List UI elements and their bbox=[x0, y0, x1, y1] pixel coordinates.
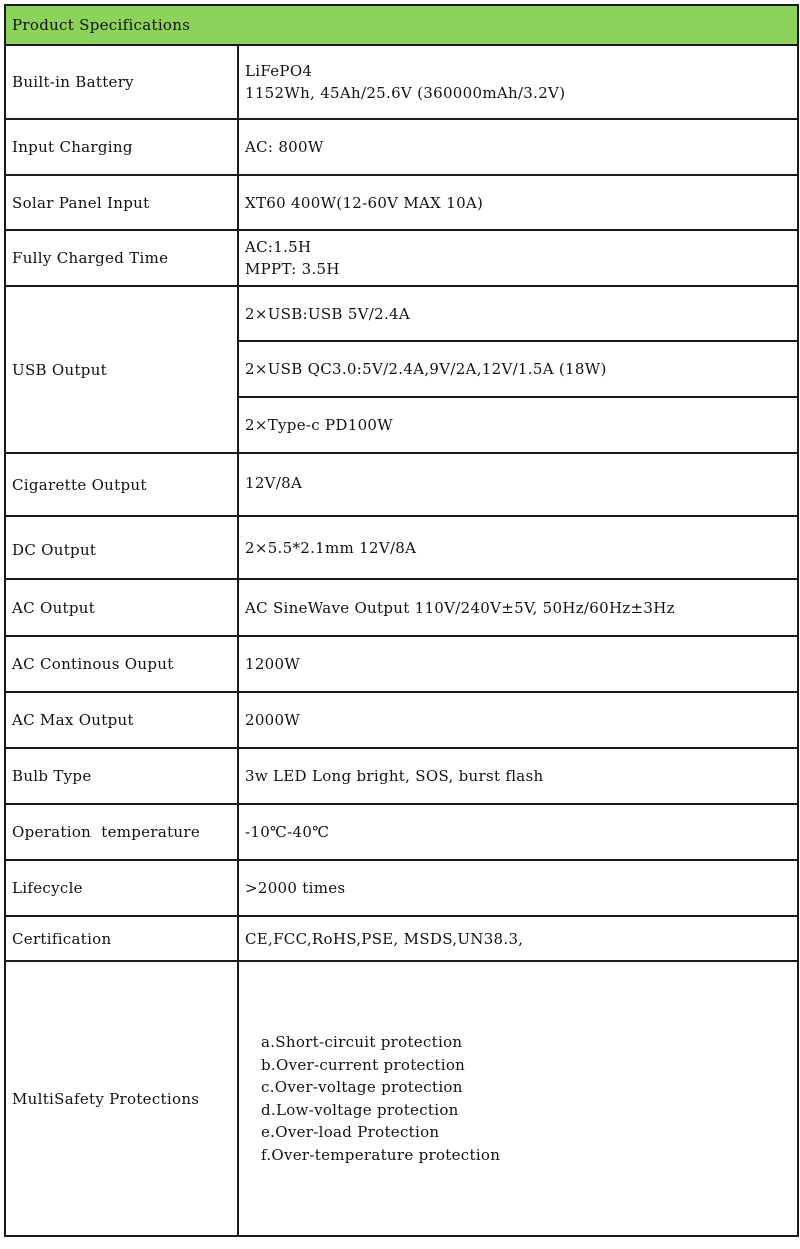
list-item: e.Over-load Protection bbox=[261, 1123, 440, 1141]
spec-value: AC: 800W bbox=[238, 119, 798, 175]
spec-value: 2×USB QC3.0:5V/2.4A,9V/2A,12V/1.5A (18W) bbox=[238, 341, 798, 397]
spec-value: 2×USB:USB 5V/2.4A bbox=[238, 286, 798, 341]
spec-value: CE,FCC,RoHS,PSE, MSDS,UN38.3, bbox=[238, 916, 798, 961]
spec-label: Solar Panel Input bbox=[5, 175, 238, 230]
list-item: d.Low-voltage protection bbox=[261, 1100, 459, 1119]
protections-list bbox=[245, 1031, 797, 1166]
list-item: f.Over-temperature protection bbox=[261, 1145, 501, 1164]
table-title: Product Specifications bbox=[5, 5, 798, 45]
spec-row-certification bbox=[5, 916, 798, 961]
spec-value bbox=[238, 961, 798, 1236]
spec-label: Cigarette Output bbox=[5, 453, 238, 516]
spec-value: XT60 400W(12-60V MAX 10A) bbox=[238, 175, 798, 230]
list-item: a.Short-circuit protection bbox=[261, 1033, 463, 1051]
spec-row-bulb-type bbox=[5, 748, 798, 804]
spec-label: AC Max Output bbox=[5, 692, 238, 748]
product-specifications-table bbox=[4, 4, 799, 1237]
list-item: c.Over-voltage protection bbox=[261, 1078, 463, 1096]
spec-row-operation-temp bbox=[5, 804, 798, 860]
spec-label: Certification bbox=[5, 916, 238, 961]
spec-row-ac-max bbox=[5, 692, 798, 748]
spec-row-dc-output bbox=[5, 516, 798, 579]
spec-value: 2×Type-c PD100W bbox=[238, 397, 798, 453]
spec-label: MultiSafety Protections bbox=[5, 961, 238, 1236]
spec-row-input-charging bbox=[5, 119, 798, 175]
spec-row-cigarette-output bbox=[5, 453, 798, 516]
spec-label: Input Charging bbox=[5, 119, 238, 175]
spec-value: >2000 times bbox=[238, 860, 798, 916]
spec-value: 12V/8A bbox=[238, 453, 798, 516]
spec-row-battery bbox=[5, 45, 798, 119]
spec-value: 2×5.5*2.1mm 12V/8A bbox=[238, 516, 798, 579]
battery-chemistry: LiFePO4 bbox=[245, 62, 313, 80]
charge-time-mppt: MPPT: 3.5H bbox=[245, 260, 340, 278]
spec-label: DC Output bbox=[5, 516, 238, 579]
charge-time-ac: AC:1.5H bbox=[245, 238, 312, 256]
spec-value bbox=[238, 45, 798, 119]
table-header-row bbox=[5, 5, 798, 45]
list-item: b.Over-current protection bbox=[261, 1055, 466, 1074]
spec-value: AC SineWave Output 110V/240V±5V, 50Hz/60Hz±3Hz bbox=[238, 579, 798, 636]
spec-row-usb-output bbox=[5, 286, 798, 341]
spec-label: USB Output bbox=[5, 286, 238, 453]
spec-label: Bulb Type bbox=[5, 748, 238, 804]
spec-row-charged-time bbox=[5, 230, 798, 286]
spec-value: 2000W bbox=[238, 692, 798, 748]
spec-label: Lifecycle bbox=[5, 860, 238, 916]
spec-value bbox=[238, 230, 798, 286]
spec-row-lifecycle bbox=[5, 860, 798, 916]
spec-value: 1200W bbox=[238, 636, 798, 692]
spec-label: AC Continous Ouput bbox=[5, 636, 238, 692]
spec-row-ac-continuous bbox=[5, 636, 798, 692]
battery-capacity: 1152Wh, 45Ah/25.6V (360000mAh/3.2V) bbox=[245, 84, 566, 102]
spec-label: Fully Charged Time bbox=[5, 230, 238, 286]
spec-label: Operation temperature bbox=[5, 804, 238, 860]
spec-row-protections bbox=[5, 961, 798, 1236]
spec-row-ac-output bbox=[5, 579, 798, 636]
spec-label: Built-in Battery bbox=[5, 45, 238, 119]
spec-label: AC Output bbox=[5, 579, 238, 636]
spec-value: 3w LED Long bright, SOS, burst flash bbox=[238, 748, 798, 804]
spec-value: -10℃-40℃ bbox=[238, 804, 798, 860]
spec-row-solar-input bbox=[5, 175, 798, 230]
